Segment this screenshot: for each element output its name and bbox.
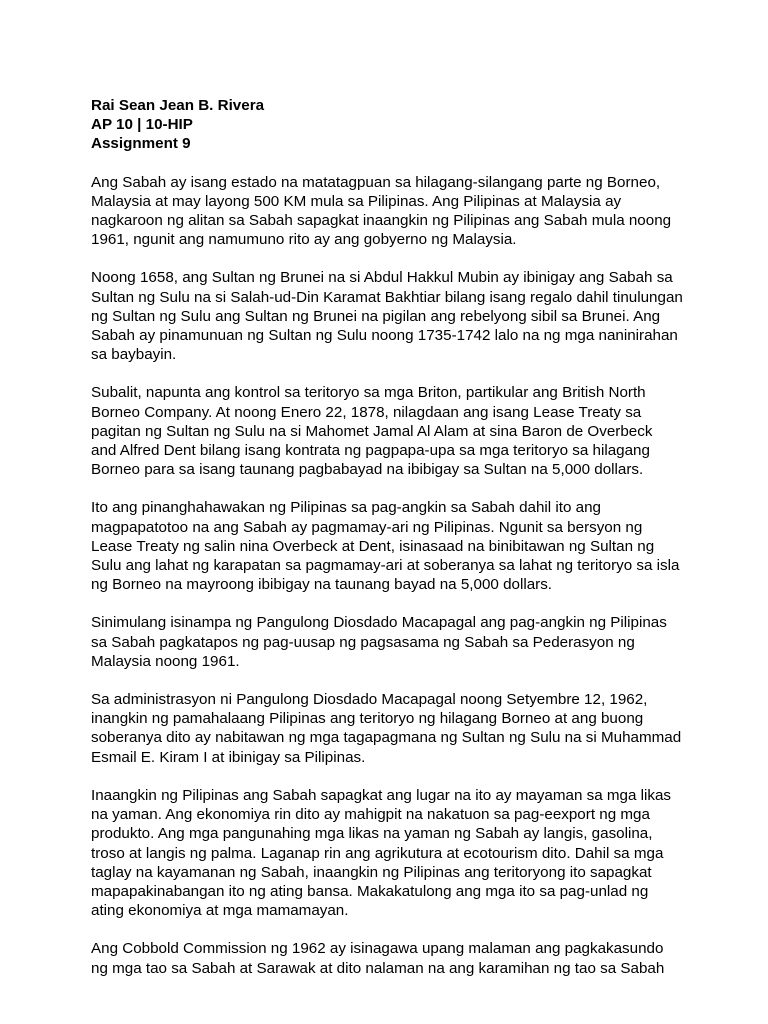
paragraph-line: Esmail E. Kiram I at ibinigay sa Pilipinas. <box>91 748 366 766</box>
paragraph-line: Sultan ng Sulu na si Salah-ud-Din Karamat Bakhtiar bilang isang regalo dahil tinulungan <box>91 288 683 306</box>
paragraph-line: produkto. Ang mga pangunahing mga likas na yaman ng Sabah ay langis, gasolina, <box>91 825 653 843</box>
paragraph-line: Subalit, napunta ang kontrol sa teritoryo sa mga Briton, partikular ang British North <box>91 384 646 402</box>
paragraph-line: Borneo para sa isang taunang pagbabayad na ibibigay sa Sultan na 5,000 dollars. <box>91 461 644 479</box>
paragraph-8 <box>91 939 703 977</box>
paragraph-line: Ang Cobbold Commission ng 1962 ay isinagawa upang malaman ang pagkakasundo <box>91 940 664 958</box>
paragraph-line: Sulu ang lahat ng karapatan sa pagmamay-ari at soberanya sa lahat ng teritoryo sa isla <box>91 557 680 575</box>
paragraph-line: pagitan ng Sultan ng Sulu na si Mahomet Jamal Al Alam at sina Baron de Overbeck <box>91 422 653 440</box>
paragraph-5 <box>91 613 703 671</box>
paragraph-line: na yaman. Ang ekonomiya rin dito ay mahigpit na nakatuon sa pag-eexport ng mga <box>91 806 650 824</box>
paragraph-line: inangkin ng pamahalaang Pilipinas ang teritoryo ng hilagang Borneo at ang buong <box>91 710 644 728</box>
author-name: Rai Sean Jean B. Rivera <box>91 97 265 114</box>
paragraph-4 <box>91 498 703 594</box>
paragraph-line: ng mga tao sa Sabah at Sarawak at dito nalaman na ang karamihan ng tao sa Sabah <box>91 959 665 977</box>
paragraph-3 <box>91 383 703 479</box>
paragraph-line: ng Borneo na mayroong ibibigay na taunang bayad na 5,000 dollars. <box>91 576 553 594</box>
paragraph-line: sa baybayin. <box>91 346 177 364</box>
class-section: AP 10 | 10-HIP <box>91 116 193 134</box>
paragraph-line: taglay na kayamanan ng Sabah, inaangkin ng Pilipinas ang teritoryong ito sapagkat <box>91 863 652 881</box>
assignment-title: Assignment 9 <box>91 135 191 153</box>
paragraph-6 <box>91 690 703 767</box>
paragraph-line: Malaysia noong 1961. <box>91 652 240 670</box>
paragraph-line: Sabah ay pinamunuan ng Sultan ng Sulu noong 1735-1742 lalo na ng mga naninirahan <box>91 327 678 345</box>
paragraph-list <box>91 173 703 978</box>
paragraph-line: magpapatotoo na ang Sabah ay pagmamay-ari ng Pilipinas. Ngunit sa bersyon ng <box>91 518 643 536</box>
paragraph-line: Noong 1658, ang Sultan ng Brunei na si Abdul Hakkul Mubin ay ibinigay ang Sabah sa <box>91 269 673 287</box>
paragraph-line: troso at langis ng palma. Laganap rin ang agrikutura at ecotourism dito. Dahil sa mga <box>91 844 664 862</box>
paragraph-line: Inaangkin ng Pilipinas ang Sabah sapagkat ang lugar na ito ay mayaman sa mga likas <box>91 786 672 804</box>
paragraph-line: Lease Treaty ng salin nina Overbeck at Dent, isinasaad na binibitawan ng Sultan ng <box>91 537 655 555</box>
paragraph-2 <box>91 268 703 364</box>
paragraph-line: Ang Sabah ay isang estado na matatagpuan sa hilagang-silangang parte ng Borneo, <box>91 173 661 191</box>
paragraph-1 <box>91 173 703 250</box>
paragraph-line: and Alfred Dent bilang isang kontrata ng pagpapa-upa sa mga teritoryo sa hilagang <box>91 442 650 460</box>
paragraph-line: nagkaroon ng alitan sa Sabah sapagkat inaangkin ng Pilipinas ang Sabah mula noong <box>91 212 672 230</box>
paragraph-line: Sinimulang isinampa ng Pangulong Diosdado Macapagal ang pag-angkin ng Pilipinas <box>91 614 667 632</box>
document-body <box>91 96 703 997</box>
paragraph-7 <box>91 786 703 920</box>
paragraph-line: Sa administrasyon ni Pangulong Diosdado Macapagal noong Setyembre 12, 1962, <box>91 691 648 709</box>
paragraph-line: soberanya dito ay nabitawan ng mga tagapagmana ng Sultan ng Sulu na si Muhammad <box>91 729 682 747</box>
paragraph-line: Ito ang pinanghahawakan ng Pilipinas sa pag-angkin sa Sabah dahil ito ang <box>91 499 602 517</box>
document-header <box>91 96 703 154</box>
paragraph-line: mapapakinabangan ito ng ating bansa. Makakatulong ang mga ito sa pag-unlad ng <box>91 882 649 900</box>
paragraph-line: ating ekonomiya at mga mamamayan. <box>91 902 349 920</box>
paragraph-line: sa Sabah pagkatapos ng pag-uusap ng pagsasama ng Sabah sa Pederasyon ng <box>91 633 635 651</box>
paragraph-line: 1961, ngunit ang namumuno rito ay ang gobyerno ng Malaysia. <box>91 231 517 249</box>
paragraph-line: ng Sultan ng Sulu ang Sultan ng Brunei na pigilan ang rebelyong sibil sa Brunei. Ang <box>91 307 661 325</box>
paragraph-line: Borneo Company. At noong Enero 22, 1878, nilagdaan ang isang Lease Treaty sa <box>91 403 642 421</box>
paragraph-line: Malaysia at may layong 500 KM mula sa Pilipinas. Ang Pilipinas at Malaysia ay <box>91 192 622 210</box>
